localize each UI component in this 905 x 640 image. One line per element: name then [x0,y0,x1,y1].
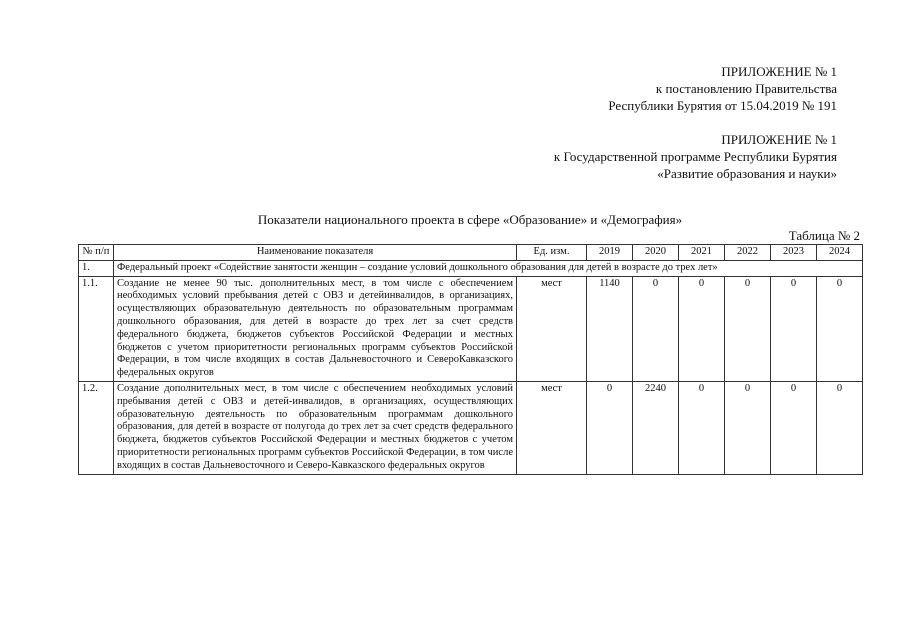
document-title: Показатели национального проекта в сфере «Образование» и «Демография» [257,212,683,227]
header-num: № п/п [79,245,114,261]
table-header-row [79,245,863,261]
header-year: 2024 [817,245,863,261]
indicator-name: Создание дополнительных мест, в том числе с обеспечением необходимых условий пребывания детей с ОВЗ и детей-инвалидов, в организациях, осуществляющих образовательную деятельность по образовательным программам дошкольного образования, для детей в возрасте от полугода до трех лет за счет средств федерального бюджета, бюджетов субъектов Российской Федерации и местных бюджетов с учетом приоритетности региональных программ субъектов Российской Федерации, в том числе входящих в состав Дальневосточного и Северо-Кавказского федеральных округов [114,381,517,474]
appendix-title: ПРИЛОЖЕНИЕ № 1 [721,132,837,147]
value-2021: 0 [679,381,725,474]
header-unit: Ед. изм. [517,245,587,261]
header-year: 2020 [633,245,679,261]
value-2024: 0 [817,276,863,381]
header-year: 2019 [587,245,633,261]
appendix-subtitle: к Государственной программе Республики Бурятия [553,149,837,164]
header-name: Наименование показателя [114,245,517,261]
row-num: 1.1. [79,276,114,381]
section-title: Федеральный проект «Содействие занятости женщин – создание условий дошкольного образования для детей в возрасте до трех лет» [114,260,863,276]
indicator-unit: мест [517,276,587,381]
section-row [79,260,863,276]
program-name: «Развитие образования и науки» [657,166,837,181]
value-2020: 2240 [633,381,679,474]
value-2024: 0 [817,381,863,474]
appendix-header-program [554,131,837,182]
indicators-table [78,244,863,475]
header-year: 2022 [725,245,771,261]
table-row [79,276,863,381]
section-num: 1. [79,260,114,276]
table-row [79,381,863,474]
value-2023: 0 [771,381,817,474]
value-2019: 1140 [587,276,633,381]
indicator-name: Создание не менее 90 тыс. дополнительных мест, в том числе с обеспечением необходимых условий пребывания детей с ОВЗ и детейинвалидов, в организациях, осуществляющих образовательную деятельность по образовательным программам дошкольного образования, для детей в возрасте до трех лет за счет средств федерального бюджета, бюджетов субъектов Российской Федерации и местных бюджетов с учетом приоритетности региональных программ субъектов Российской Федерации, в том числе входящих в состав Дальневосточного и СевероКавказского федеральных округов [114,276,517,381]
value-2021: 0 [679,276,725,381]
table-label: Таблица № 2 [788,228,860,243]
value-2022: 0 [725,381,771,474]
appendix-date-number: Республики Бурятия от 15.04.2019 № 191 [608,98,837,113]
value-2019: 0 [587,381,633,474]
value-2023: 0 [771,276,817,381]
appendix-title: ПРИЛОЖЕНИЕ № 1 [721,64,837,79]
header-year: 2023 [771,245,817,261]
appendix-subtitle: к постановлению Правительства [655,81,837,96]
appendix-header-resolution [608,63,837,114]
row-num: 1.2. [79,381,114,474]
header-year: 2021 [679,245,725,261]
value-2020: 0 [633,276,679,381]
indicator-unit: мест [517,381,587,474]
value-2022: 0 [725,276,771,381]
